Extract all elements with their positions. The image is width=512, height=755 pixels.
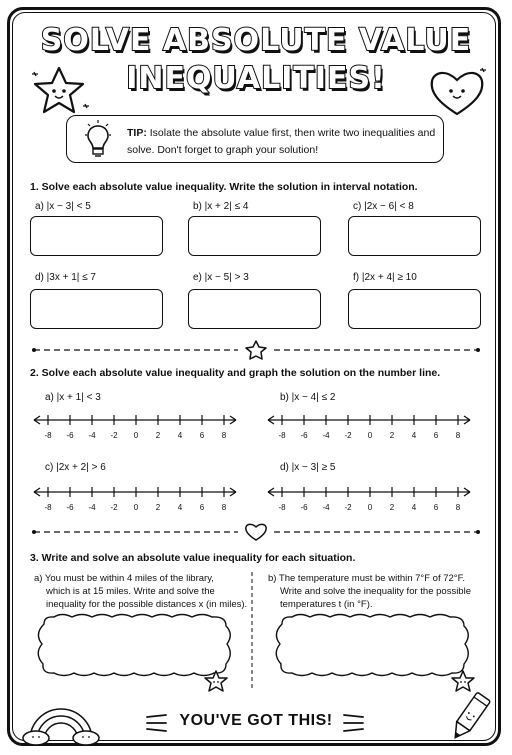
tick-label: 8 <box>221 431 227 440</box>
tick-label: -2 <box>344 431 352 440</box>
tick-label: 6 <box>433 431 439 440</box>
problem-label: c) |2x − 6| < 8 <box>353 201 414 212</box>
tick-label: 0 <box>133 431 139 440</box>
problem-label: c) |2x + 2| > 6 <box>45 462 106 473</box>
number-line[interactable] <box>32 410 238 442</box>
situation-b: b) The temperature must be within 7°F of 72°F. Write and solve the inequality for the possible temperatures t (in °F). <box>268 573 471 610</box>
tick-label: -8 <box>278 431 286 440</box>
problem-label: a) |x + 1| < 3 <box>45 392 101 403</box>
tick-label: 6 <box>199 503 205 512</box>
tick-label: 4 <box>411 431 417 440</box>
divider-heart <box>30 522 482 542</box>
tick-label: -6 <box>66 503 74 512</box>
answer-box[interactable] <box>188 289 321 329</box>
smiling-star-icon <box>28 64 90 116</box>
tick-label: 2 <box>389 503 395 512</box>
tick-label: -4 <box>322 431 330 440</box>
tick-label: 4 <box>177 431 183 440</box>
answer-cloud[interactable] <box>30 612 240 678</box>
tick-label: 8 <box>455 431 461 440</box>
tick-label: -6 <box>300 431 308 440</box>
answer-cloud[interactable] <box>268 612 478 678</box>
smiling-star-icon <box>203 670 229 694</box>
tick-label: 2 <box>155 431 161 440</box>
pencil-icon <box>444 690 494 746</box>
problem-label: b) |x + 2| ≤ 4 <box>193 201 249 212</box>
tick-label: 6 <box>433 503 439 512</box>
number-line[interactable] <box>32 482 238 514</box>
page-title-line2: INEQUALITIES! <box>126 61 386 96</box>
tick-label: 0 <box>367 431 373 440</box>
tick-label: 4 <box>177 503 183 512</box>
column-divider <box>250 572 254 690</box>
number-line[interactable] <box>266 410 472 442</box>
tick-label: 6 <box>199 431 205 440</box>
answer-box[interactable] <box>30 216 163 256</box>
tick-label: -4 <box>322 503 330 512</box>
problem-label: d) |3x + 1| ≤ 7 <box>35 272 96 283</box>
tick-label: -8 <box>44 431 52 440</box>
problem-label: b) |x − 4| ≤ 2 <box>280 392 336 403</box>
tick-label: -2 <box>344 503 352 512</box>
page-title-line1: SOLVE ABSOLUTE VALUE <box>40 23 472 58</box>
tick-label: 2 <box>389 431 395 440</box>
section1-heading: 1. Solve each absolute value inequality. Write the solution in interval notation. <box>30 181 418 193</box>
tip-text: Isolate the absolute value first, then write two inequalities and solve. Don't forget to graph your solution! <box>127 127 436 156</box>
section2-heading: 2. Solve each absolute value inequality and graph the solution on the number line. <box>30 367 441 379</box>
number-line[interactable] <box>266 482 472 514</box>
tick-label: -6 <box>66 431 74 440</box>
situation-a: a) You must be within 4 miles of the library, which is at 15 miles. Write and solve the inequality for the possible distances x (in miles). <box>34 573 248 610</box>
tick-label: 8 <box>221 503 227 512</box>
answer-box[interactable] <box>30 289 163 329</box>
answer-box[interactable] <box>348 289 481 329</box>
tick-label: 4 <box>411 503 417 512</box>
heart-icon <box>246 524 266 540</box>
star-icon <box>246 341 266 359</box>
footer-message: YOU'VE GOT THIS! <box>179 712 333 729</box>
tick-label: -6 <box>300 503 308 512</box>
tick-label: -8 <box>44 503 52 512</box>
tick-label: 0 <box>133 503 139 512</box>
section3-heading: 3. Write and solve an absolute value inequality for each situation. <box>30 552 356 564</box>
tick-label: -4 <box>88 503 96 512</box>
problem-label: d) |x − 3| ≥ 5 <box>280 462 336 473</box>
divider-star <box>30 340 482 360</box>
tip-box <box>66 115 444 163</box>
tick-label: 0 <box>367 503 373 512</box>
tick-label: 2 <box>155 503 161 512</box>
problem-label: f) |2x + 4| ≥ 10 <box>353 272 417 283</box>
tick-label: -4 <box>88 431 96 440</box>
answer-box[interactable] <box>188 216 321 256</box>
tick-label: -2 <box>110 503 118 512</box>
decor-lines-right <box>340 712 366 734</box>
tip-label: TIP: <box>127 127 147 139</box>
tick-label: -2 <box>110 431 118 440</box>
problem-label: a) |x − 3| < 5 <box>35 201 91 212</box>
smiling-heart-icon <box>424 64 490 120</box>
lightbulb-icon <box>85 120 111 158</box>
tick-label: 8 <box>455 503 461 512</box>
tick-label: -8 <box>278 503 286 512</box>
answer-box[interactable] <box>348 216 481 256</box>
problem-label: e) |x − 5| > 3 <box>193 272 249 283</box>
